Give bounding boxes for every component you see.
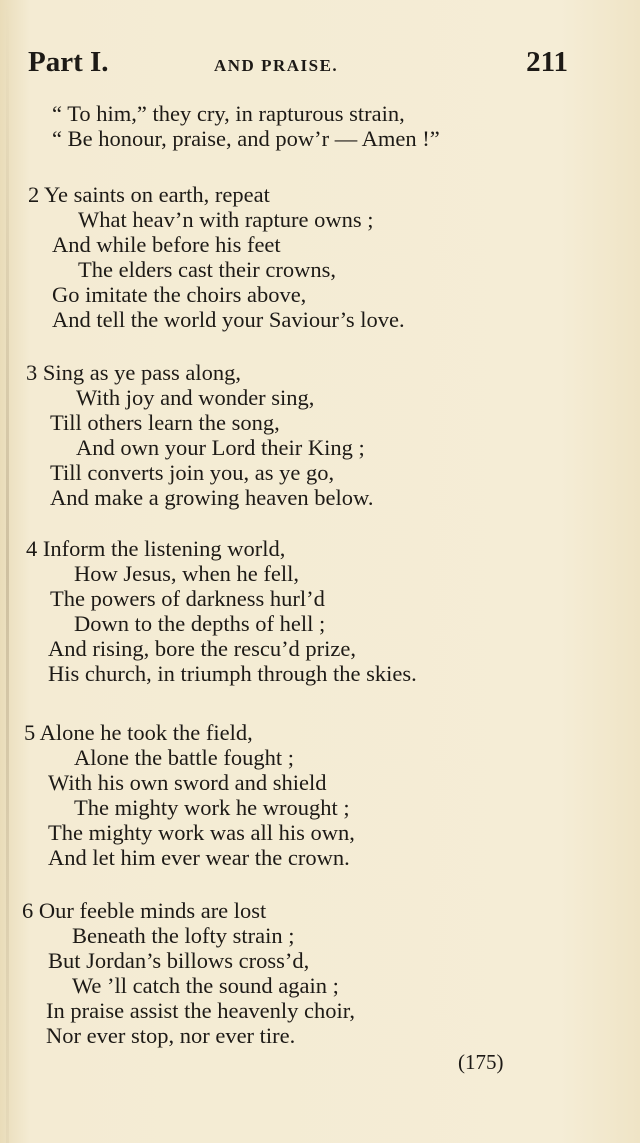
running-header	[28, 46, 568, 86]
verse-line: With joy and wonder sing,	[76, 385, 315, 410]
section-title: AND PRAISE.	[214, 56, 339, 75]
verse-line: 5 Alone he took the field,	[24, 720, 253, 745]
verse-line: 2 Ye saints on earth, repeat	[28, 182, 270, 207]
page-gutter-shadow	[6, 0, 9, 1143]
verse-line: Alone the battle fought ;	[74, 745, 294, 770]
verse-line: The mighty work he wrought ;	[74, 795, 350, 820]
intro-line: “ Be honour, praise, and pow’r — Amen !”	[52, 126, 440, 151]
verse-line: But Jordan’s billows cross’d,	[48, 948, 310, 973]
verse-line: With his own sword and shield	[48, 770, 327, 795]
verse-line: 6 Our feeble minds are lost	[22, 898, 267, 923]
verse-line: And make a growing heaven below.	[50, 485, 374, 510]
intro-line: “ To him,” they cry, in rapturous strain,	[52, 101, 405, 126]
verse-line: Till converts join you, as ye go,	[50, 460, 335, 485]
verse-line: The powers of darkness hurl’d	[50, 586, 325, 611]
verse-line: We ’ll catch the sound again ;	[72, 973, 339, 998]
verse-line: And tell the world your Saviour’s love.	[52, 307, 405, 332]
verse-line: Beneath the lofty strain ;	[72, 923, 295, 948]
part-label: Part I.	[28, 46, 109, 78]
verse-line: How Jesus, when he fell,	[74, 561, 299, 586]
verse-line: The mighty work was all his own,	[48, 820, 355, 845]
verse-line: Nor ever stop, nor ever tire.	[46, 1023, 296, 1048]
verse-line: Down to the depths of hell ;	[74, 611, 326, 636]
verse-line: And own your Lord their King ;	[76, 435, 365, 460]
verse-line: 4 Inform the listening world,	[26, 536, 286, 561]
verse-line: And while before his feet	[52, 232, 281, 257]
verse-line: The elders cast their crowns,	[78, 257, 337, 282]
verse-line: Go imitate the choirs above,	[52, 282, 307, 307]
verse-line: His church, in triumph through the skies.	[48, 661, 417, 686]
verse-line: In praise assist the heavenly choir,	[46, 998, 356, 1023]
verse-line: 3 Sing as ye pass along,	[26, 360, 241, 385]
verse-line: What heav’n with rapture owns ;	[78, 207, 374, 232]
hymn-number: (175)	[458, 1050, 504, 1074]
verse-line: And rising, bore the rescu’d prize,	[48, 636, 357, 661]
verse-line: And let him ever wear the crown.	[48, 845, 350, 870]
verse-line: Till others learn the song,	[50, 410, 280, 435]
page-number: 211	[526, 46, 568, 78]
